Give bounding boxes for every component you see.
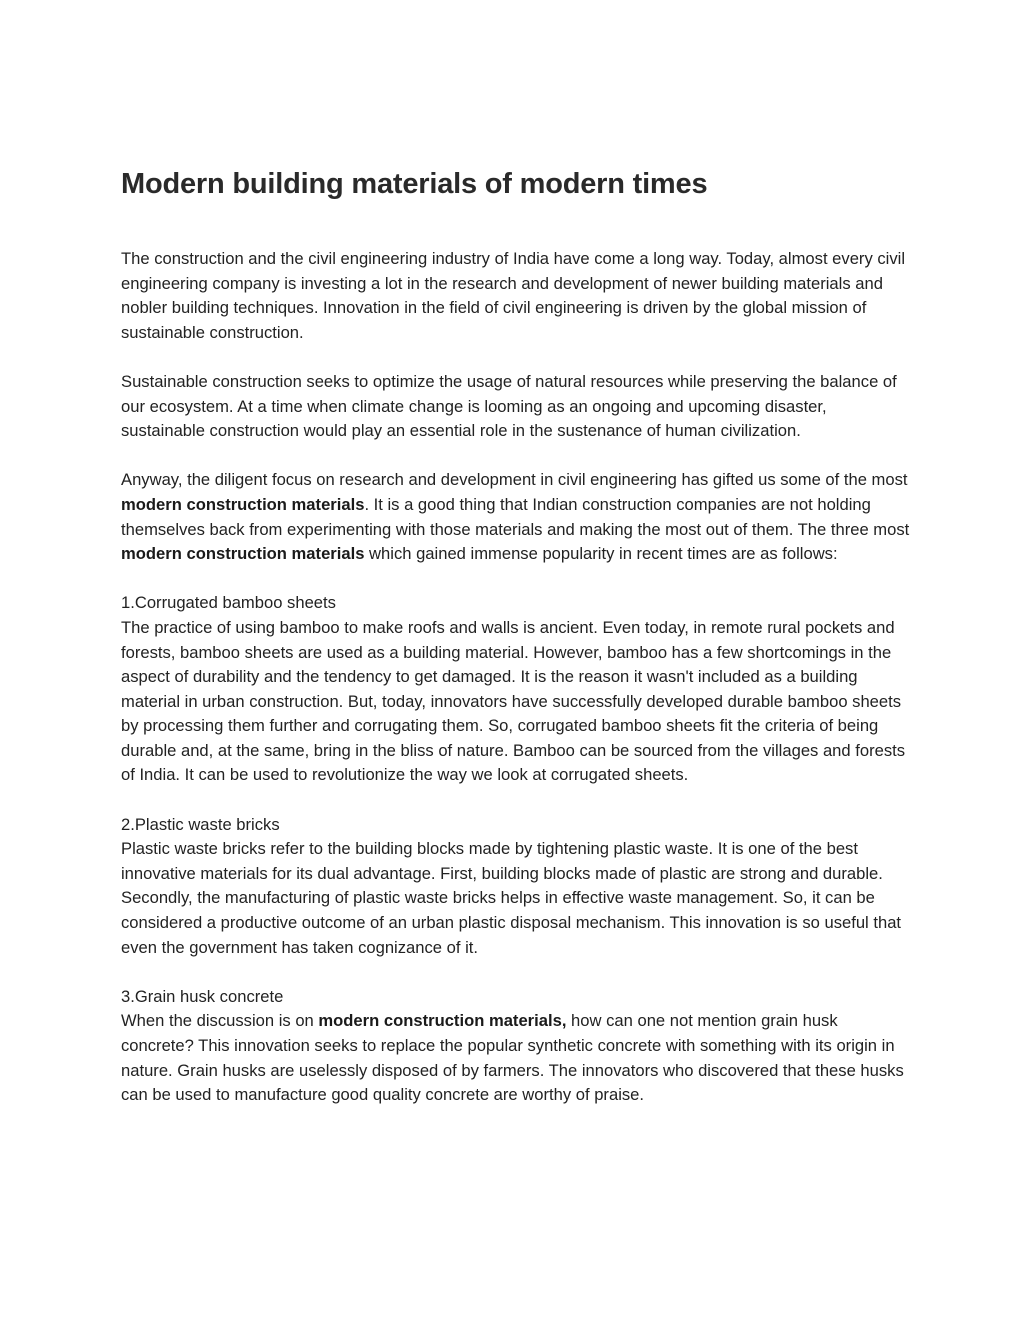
- section-heading: 3.Grain husk concrete: [121, 986, 284, 1006]
- bold-term: modern construction materials: [121, 494, 365, 514]
- section-text: Plastic waste bricks refer to the building blocks made by tightening plastic waste. It is one of the best innovative materials for its dual advantage. First, building blocks made of plastic are strong and durable. Secondly, the manufacturing of plastic waste bricks helps in effective waste management. So, it can be considered a productive outcome of an urban plastic disposal mechanism. This innovation is so useful that even the government has taken cognizance of it.: [121, 839, 902, 957]
- anyway-text-1: Anyway, the diligent focus on research and development in civil engineering has gifted us some of the most: [121, 470, 908, 490]
- document-page: [121, 164, 911, 1108]
- section-corrugated-bamboo: [121, 591, 911, 788]
- section-text: The practice of using bamboo to make roofs and walls is ancient. Even today, in remote rural pockets and forests, bamboo sheets are used as a building material. However, bamboo has a few shortcomings in the aspect of durability and the tendency to get damaged. It is the reason it wasn't included as a building material in urban construction. But, today, innovators have successfully developed durable bamboo sheets by processing them further and corrugating them. So, corrugated bamboo sheets fit the criteria of being durable and, at the same, bring in the bliss of nature. Bamboo can be sourced from the villages and forests of India. It can be used to revolutionize the way we look at corrugated sheets.: [121, 617, 906, 785]
- intro-paragraph: The construction and the civil engineering industry of India have come a long way. Today, almost every civil engineering company is investing a lot in the research and development of newer building materials and nobler building techniques. Innovation in the field of civil engineering is driven by the global mission of sustainable construction.: [121, 249, 906, 342]
- bold-term: modern construction materials,: [318, 1011, 567, 1031]
- anyway-text-2: . It is a good thing that Indian construction companies are not holding themselves back from experimenting with those materials and making the most out of them. The three most: [121, 494, 910, 539]
- section-heading: 1.Corrugated bamboo sheets: [121, 593, 336, 613]
- section-plastic-bricks: [121, 813, 911, 961]
- anyway-text-3: which gained immense popularity in recent times are as follows:: [364, 544, 838, 564]
- sustainable-paragraph: Sustainable construction seeks to optimize the usage of natural resources while preserving the balance of our ecosystem. At a time when climate change is looming as an ongoing and upcoming disaster, sustainable construction would play an essential role in the sustenance of human civilization.: [121, 371, 897, 441]
- document-body: [121, 247, 911, 1108]
- anyway-paragraph: [121, 468, 911, 566]
- bold-term: modern construction materials: [121, 544, 365, 564]
- page-title: Modern building materials of modern times: [121, 168, 708, 200]
- section-grain-husk: [121, 985, 911, 1108]
- section-text-2: how can one not mention grain husk concrete? This innovation seeks to replace the popular synthetic concrete with something with its origin in nature. Grain husks are uselessly disposed of by farmers. The innovators who discovered that these husks can be used to manufacture good quality concrete are worthy of praise.: [121, 1011, 904, 1105]
- section-text-1: When the discussion is on: [121, 1011, 319, 1031]
- section-heading: 2.Plastic waste bricks: [121, 814, 280, 834]
